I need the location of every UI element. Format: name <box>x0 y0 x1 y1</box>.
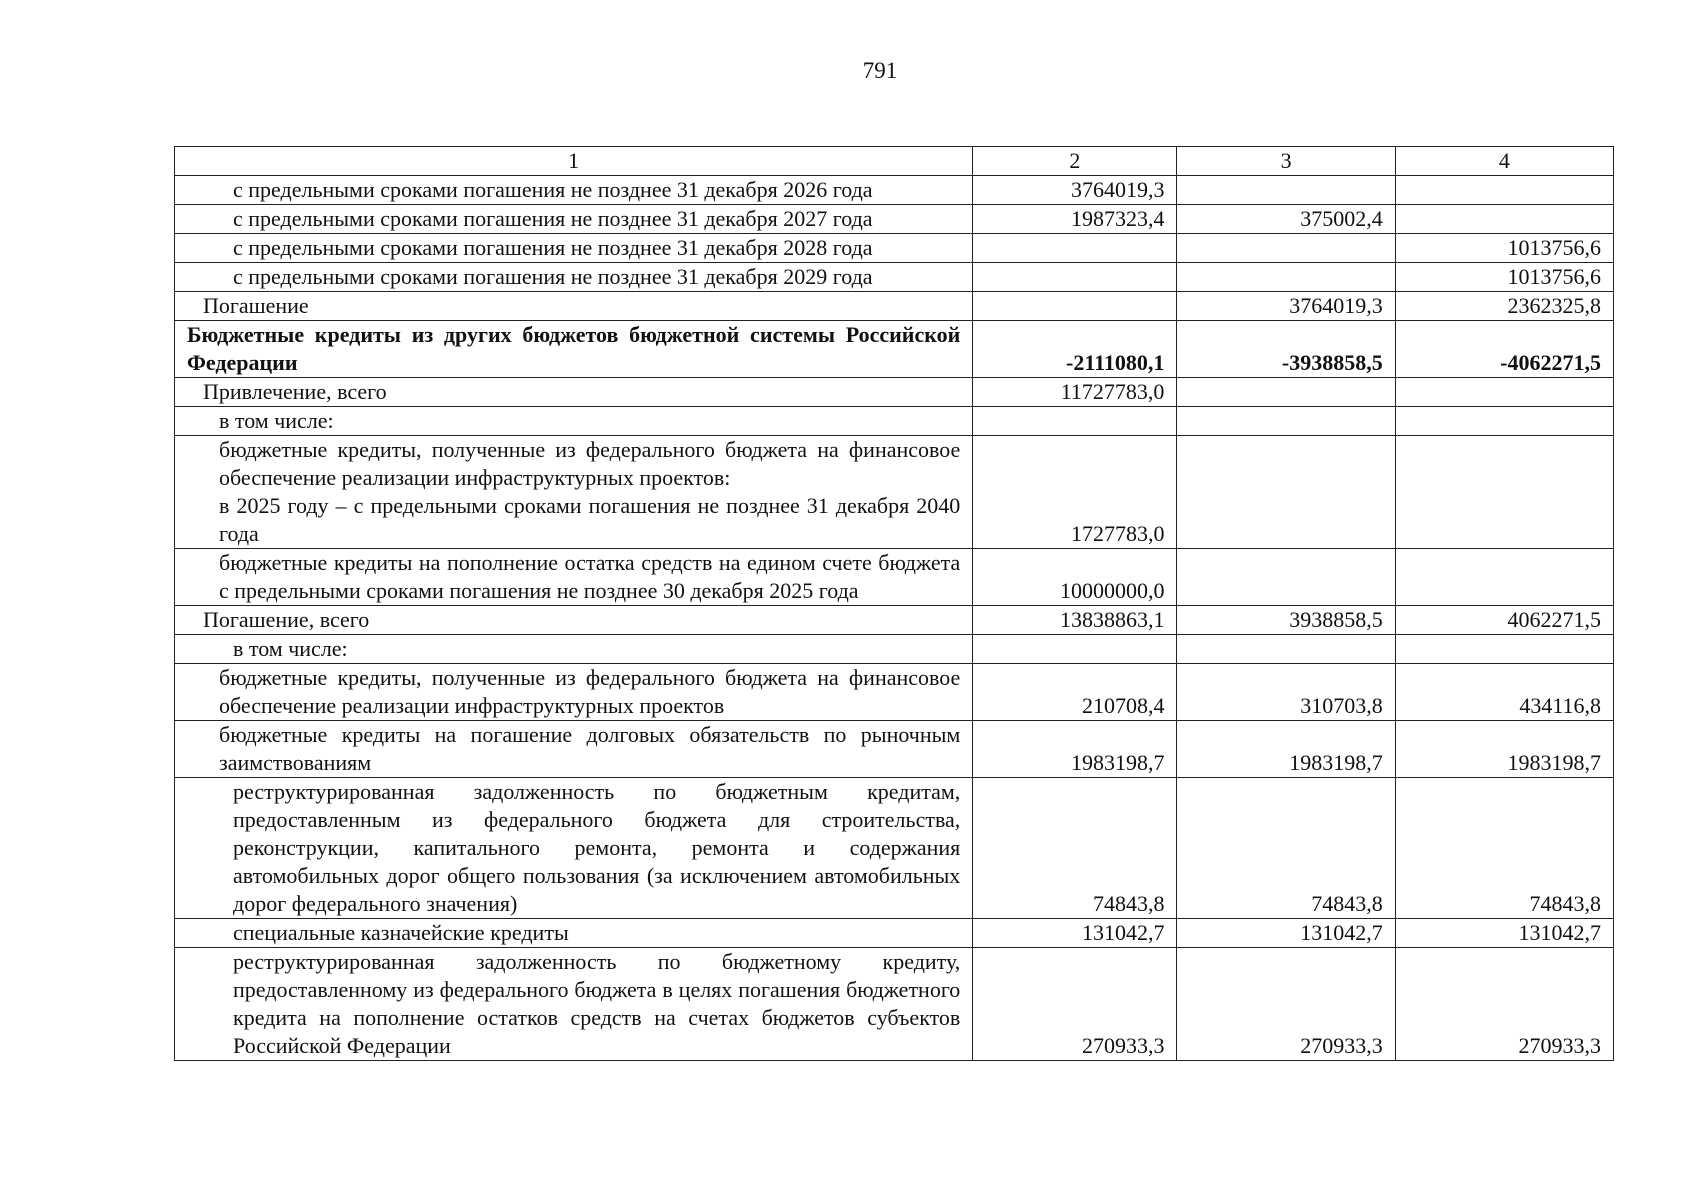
row-value-col4: 270933,3 <box>1395 948 1613 1061</box>
row-value-col2 <box>973 292 1177 321</box>
table-row <box>175 292 1614 321</box>
row-value-col4 <box>1395 549 1613 606</box>
row-value-col3: 375002,4 <box>1177 205 1395 234</box>
row-value-col4: -4062271,5 <box>1395 321 1613 378</box>
row-label: реструктурированная задолженность по бюджетному кредиту, предоставленному из федерального бюджета в целях погашения бюджетного кредита на пополнение остатков средств на счетах бюджетов субъектов Российской Федерации <box>175 948 973 1061</box>
row-value-col2: 10000000,0 <box>973 549 1177 606</box>
row-label: бюджетные кредиты на пополнение остатка средств на едином счете бюджета с предельными сроками погашения не позднее 30 декабря 2025 года <box>175 549 973 606</box>
row-value-col2: 13838863,1 <box>973 606 1177 635</box>
row-value-col4: 131042,7 <box>1395 919 1613 948</box>
row-value-col2 <box>973 635 1177 664</box>
row-value-col2: 3764019,3 <box>973 176 1177 205</box>
row-value-col2 <box>973 407 1177 436</box>
row-label: с предельными сроками погашения не позднее 31 декабря 2029 года <box>175 263 973 292</box>
row-label: в том числе: <box>175 635 973 664</box>
table-row <box>175 778 1614 919</box>
row-value-col3 <box>1177 234 1395 263</box>
table-row <box>175 436 1614 549</box>
row-value-col3 <box>1177 407 1395 436</box>
row-value-col4: 4062271,5 <box>1395 606 1613 635</box>
row-label: бюджетные кредиты на погашение долговых обязательств по рыночным заимствованиям <box>175 721 973 778</box>
row-label: Погашение <box>175 292 973 321</box>
table-row <box>175 205 1614 234</box>
row-label: Погашение, всего <box>175 606 973 635</box>
table-row <box>175 407 1614 436</box>
row-value-col3: 1983198,7 <box>1177 721 1395 778</box>
row-value-col2 <box>973 263 1177 292</box>
row-value-col4 <box>1395 176 1613 205</box>
row-value-col3: 3938858,5 <box>1177 606 1395 635</box>
row-label: специальные казначейские кредиты <box>175 919 973 948</box>
table-row <box>175 606 1614 635</box>
row-value-col3: 74843,8 <box>1177 778 1395 919</box>
table-row <box>175 263 1614 292</box>
page-number: 791 <box>862 58 898 83</box>
row-value-col3 <box>1177 635 1395 664</box>
table-header-row <box>175 147 1614 176</box>
column-header-2: 2 <box>973 147 1177 176</box>
row-value-col3 <box>1177 549 1395 606</box>
row-value-col4 <box>1395 436 1613 549</box>
budget-table <box>174 146 1614 1061</box>
row-value-col3: 310703,8 <box>1177 664 1395 721</box>
row-label: с предельными сроками погашения не позднее 31 декабря 2026 года <box>175 176 973 205</box>
row-value-col2: 1727783,0 <box>973 436 1177 549</box>
row-value-col3: 3764019,3 <box>1177 292 1395 321</box>
table-row <box>175 549 1614 606</box>
row-value-col4: 1013756,6 <box>1395 234 1613 263</box>
row-value-col4: 2362325,8 <box>1395 292 1613 321</box>
row-value-col3 <box>1177 436 1395 549</box>
row-value-col3 <box>1177 378 1395 407</box>
row-value-col3 <box>1177 263 1395 292</box>
row-value-col3: 131042,7 <box>1177 919 1395 948</box>
row-label: бюджетные кредиты, полученные из федерального бюджета на финансовое обеспечение реализации инфраструктурных проектов <box>175 664 973 721</box>
table-row <box>175 635 1614 664</box>
row-value-col2: 74843,8 <box>973 778 1177 919</box>
column-header-1: 1 <box>175 147 973 176</box>
table-row <box>175 378 1614 407</box>
row-value-col4: 1013756,6 <box>1395 263 1613 292</box>
row-value-col2: 1983198,7 <box>973 721 1177 778</box>
row-value-col4: 1983198,7 <box>1395 721 1613 778</box>
table-row <box>175 919 1614 948</box>
table-row <box>175 176 1614 205</box>
row-label: с предельными сроками погашения не позднее 31 декабря 2028 года <box>175 234 973 263</box>
row-label: в том числе: <box>175 407 973 436</box>
row-value-col3: -3938858,5 <box>1177 321 1395 378</box>
row-value-col2: 11727783,0 <box>973 378 1177 407</box>
table-row <box>175 664 1614 721</box>
row-value-col4 <box>1395 635 1613 664</box>
row-value-col4 <box>1395 205 1613 234</box>
row-value-col2: 131042,7 <box>973 919 1177 948</box>
row-value-col4: 434116,8 <box>1395 664 1613 721</box>
row-value-col2: 270933,3 <box>973 948 1177 1061</box>
row-value-col2: 210708,4 <box>973 664 1177 721</box>
row-label: Бюджетные кредиты из других бюджетов бюджетной системы Российской Федерации <box>175 321 973 378</box>
table-row <box>175 721 1614 778</box>
row-value-col2: 1987323,4 <box>973 205 1177 234</box>
row-value-col3 <box>1177 176 1395 205</box>
row-value-col2: -2111080,1 <box>973 321 1177 378</box>
row-value-col3: 270933,3 <box>1177 948 1395 1061</box>
row-value-col4 <box>1395 407 1613 436</box>
table-row-section-heading <box>175 321 1614 378</box>
row-label-subline: в 2025 году – с предельными сроками погашения не позднее 31 декабря 2040 года <box>219 493 961 546</box>
row-label: Привлечение, всего <box>175 378 973 407</box>
row-value-col4 <box>1395 378 1613 407</box>
row-label: бюджетные кредиты, полученные из федерального бюджета на финансовое обеспечение реализации инфраструктурных проектов: <box>219 437 961 490</box>
row-label-cell <box>175 436 973 549</box>
table-row <box>175 234 1614 263</box>
column-header-4: 4 <box>1395 147 1613 176</box>
row-value-col4: 74843,8 <box>1395 778 1613 919</box>
row-value-col2 <box>973 234 1177 263</box>
table-row <box>175 948 1614 1061</box>
column-header-3: 3 <box>1177 147 1395 176</box>
row-label: реструктурированная задолженность по бюджетным кредитам, предоставленным из федерального бюджета для строительства, реконструкции, капитального ремонта, ремонта и содержания автомобильных дорог общего пользования (за исключением автомобильных дорог федерального значения) <box>175 778 973 919</box>
row-label: с предельными сроками погашения не позднее 31 декабря 2027 года <box>175 205 973 234</box>
